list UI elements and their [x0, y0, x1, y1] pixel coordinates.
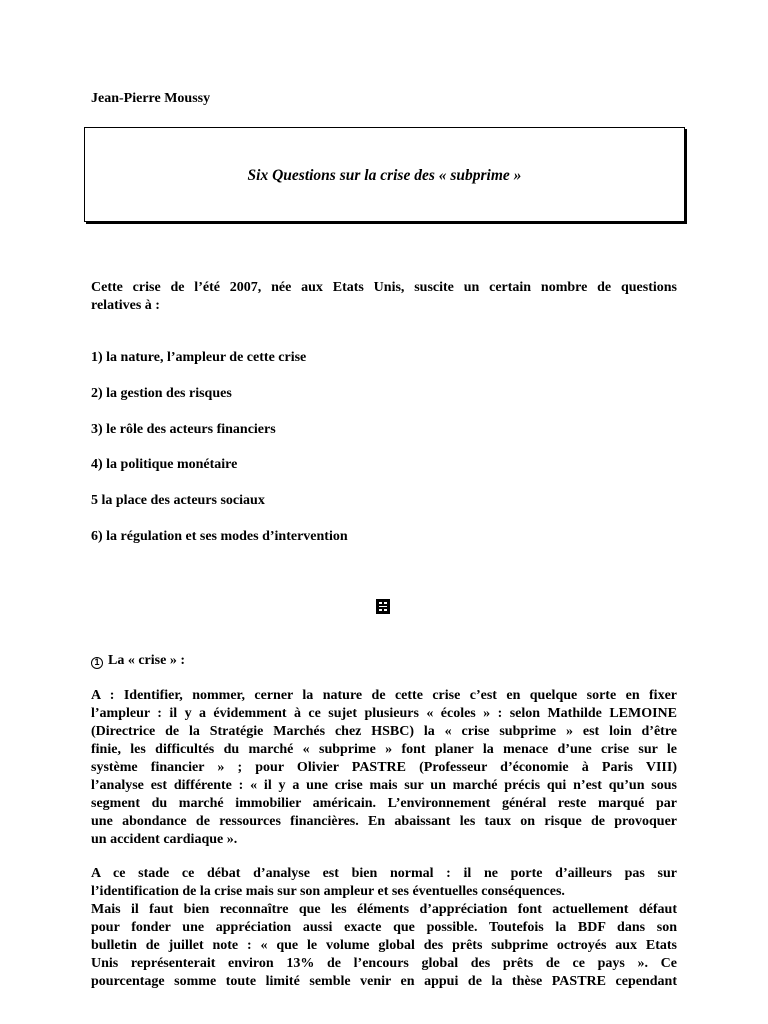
- paragraph-a-line: segment du marché immobilier américain. L’environnement général reste marqué par: [91, 796, 677, 811]
- paragraph-b: [91, 865, 677, 991]
- paragraph-b-line: bulletin de juillet note : « que le volume global des prêts subprime octroyés aux Etats: [91, 938, 677, 953]
- paragraph-a-line: l’ampleur : il y a évidemment à ce sujet plusieurs « écoles » : selon Mathilde LEMOINE: [91, 706, 677, 721]
- paragraph-b-line: pour fonder une appréciation aussi exacte que possible. Toutefois la BDF dans son: [91, 920, 677, 935]
- paragraph-a-line: une abondance de ressources financières. En abaissant les taux on risque de provoquer: [91, 814, 677, 829]
- paragraph-b-line: Mais il faut bien reconnaître que les éléments d’appréciation font actuellement défaut: [91, 902, 677, 917]
- intro-line: Cette crise de l’été 2007, née aux Etats Unis, suscite un certain nombre de questions: [91, 280, 677, 295]
- section-separator-icon: [376, 599, 390, 614]
- intro-paragraph: [91, 279, 677, 315]
- paragraph-b-line: l’identification de la crise mais sur son ampleur et ses éventuelles conséquences.: [91, 884, 565, 899]
- question-item-2: 2) la gestion des risques: [91, 386, 232, 401]
- paragraph-b-line: A ce stade ce débat d’analyse est bien normal : il ne porte d’ailleurs pas sur: [91, 866, 677, 881]
- question-item-4: 4) la politique monétaire: [91, 457, 238, 472]
- paragraph-a-line: l’analyse est différente : « il y a une crise mais sur un marché précis qui n’est qu’un sous: [91, 778, 677, 793]
- question-item-6: 6) la régulation et ses modes d’intervention: [91, 529, 348, 544]
- paragraph-a: [91, 687, 677, 849]
- intro-line: relatives à :: [91, 298, 160, 313]
- circled-number-one-icon: 1: [91, 657, 103, 669]
- paragraph-b-line: Unis représenterait environ 13% de l’encours global des prêts de ce pays ». Ce: [91, 956, 677, 971]
- paragraph-b-line: pourcentage somme toute limité semble venir en appui de la thèse PASTRE cependant: [91, 974, 677, 989]
- author-name: Jean-Pierre Moussy: [91, 91, 211, 106]
- paragraph-a-line: un accident cardiaque ».: [91, 832, 238, 847]
- document-title: Six Questions sur la crise des « subprime »: [247, 167, 522, 184]
- question-item-3: 3) le rôle des acteurs financiers: [91, 422, 276, 437]
- paragraph-a-line: A : Identifier, nommer, cerner la nature de cette crise c’est en quelque sorte en fixer: [91, 688, 677, 703]
- section-heading-crise: [91, 652, 185, 670]
- paragraph-a-line: système financier » ; pour Olivier PASTRE (Professeur d’économie à Paris VIII): [91, 760, 677, 775]
- title-box: [84, 127, 685, 222]
- paragraph-a-line: finie, les difficultés du marché « subprime » font planer la menace d’une crise sur le: [91, 742, 677, 757]
- question-item-5: 5 la place des acteurs sociaux: [91, 493, 265, 508]
- section-heading-text: La « crise » :: [108, 653, 185, 668]
- paragraph-a-line: (Directrice de la Stratégie Marchés chez HSBC) la « crise subprime » est loin d’être: [91, 724, 677, 739]
- question-item-1: 1) la nature, l’ampleur de cette crise: [91, 350, 307, 365]
